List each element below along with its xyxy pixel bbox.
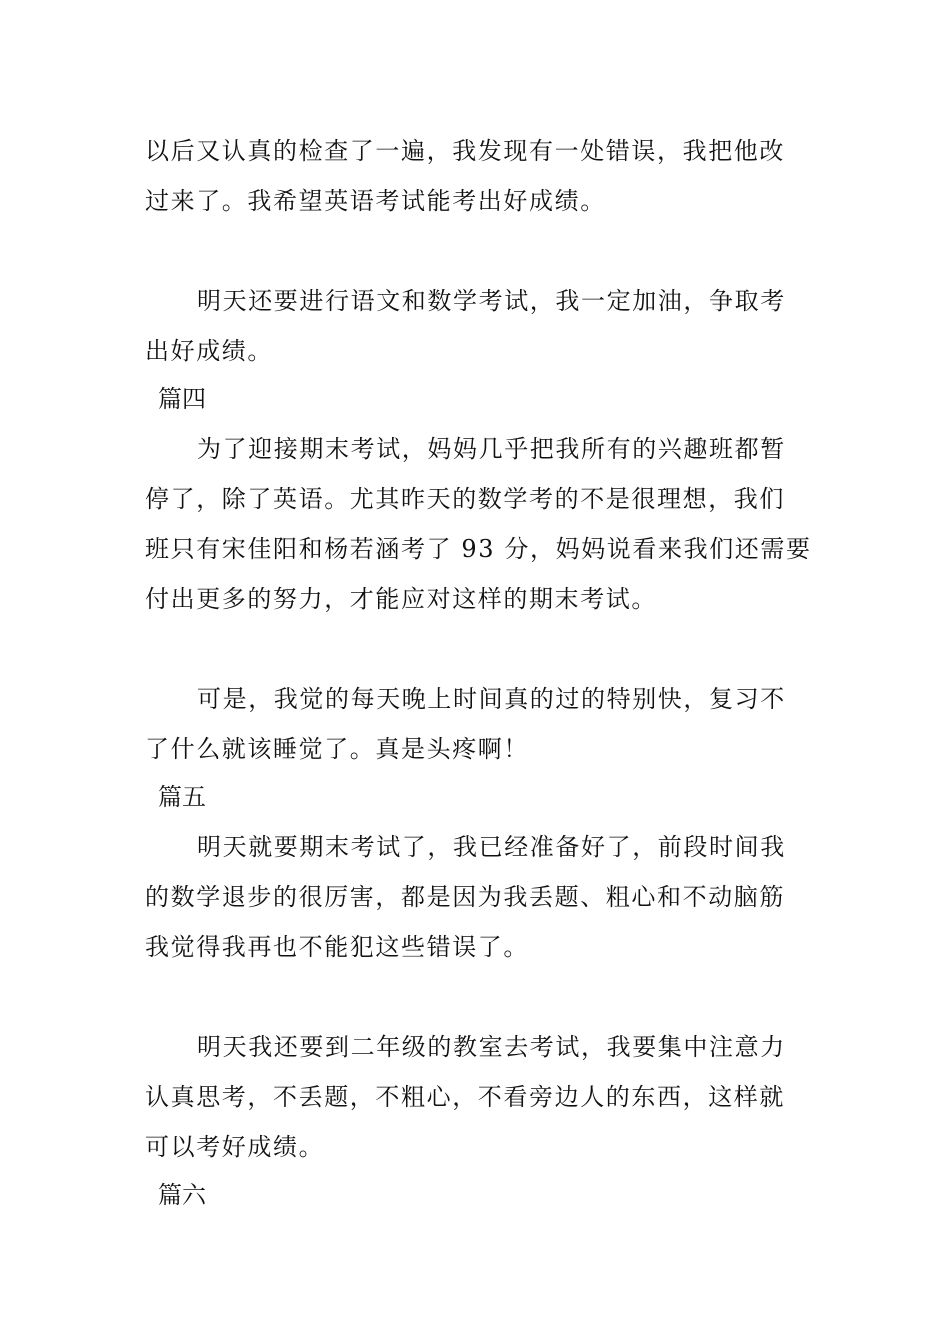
- section-heading-4: 篇四: [158, 385, 206, 413]
- section-heading-5: 篇五: [158, 783, 206, 811]
- paragraph-line: 我觉得我再也不能犯这些错误了。: [145, 933, 529, 961]
- paragraph-line: 可以考好成绩。: [145, 1133, 325, 1161]
- paragraph-line: 付出更多的努力，才能应对这样的期末考试。: [145, 585, 657, 613]
- paragraph-line: 了什么就该睡觉了。真是头疼啊！: [145, 735, 529, 763]
- section-heading-6: 篇六: [158, 1181, 206, 1209]
- paragraph-line: 明天我还要到二年级的教室去考试，我要集中注意力: [197, 1033, 786, 1061]
- paragraph-line: 出好成绩。: [145, 337, 273, 365]
- paragraph-line: 的数学退步的很厉害，都是因为我丢题、粗心和不动脑筋: [145, 883, 785, 911]
- paragraph-line: 停了，除了英语。尤其昨天的数学考的不是很理想，我们: [145, 485, 785, 513]
- paragraph-line: 可是，我觉的每天晚上时间真的过的特别快，复习不: [197, 685, 786, 713]
- paragraph-line: 认真思考，不丢题，不粗心，不看旁边人的东西，这样就: [145, 1083, 785, 1111]
- paragraph-line: 以后又认真的检查了一遍，我发现有一处错误，我把他改: [145, 137, 785, 165]
- paragraph-line: 过来了。我希望英语考试能考出好成绩。: [145, 187, 606, 215]
- paragraph-line: 为了迎接期末考试，妈妈几乎把我所有的兴趣班都暂: [197, 435, 786, 463]
- paragraph-line: 明天还要进行语文和数学考试，我一定加油，争取考: [197, 287, 786, 315]
- paragraph-line: 班只有宋佳阳和杨若涵考了 93 分，妈妈说看来我们还需要: [145, 535, 812, 563]
- paragraph-line: 明天就要期末考试了，我已经准备好了，前段时间我: [197, 833, 786, 861]
